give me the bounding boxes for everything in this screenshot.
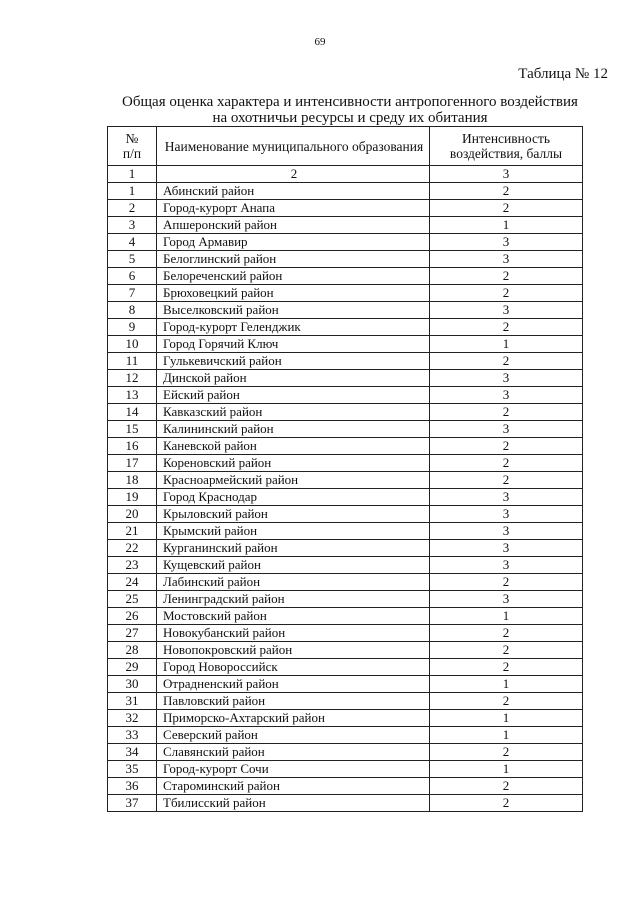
- row-number: 23: [108, 557, 157, 574]
- impact-score: 3: [430, 506, 583, 523]
- municipality-name: Курганинский район: [157, 540, 430, 557]
- table-row: [108, 744, 583, 761]
- table-row: [108, 421, 583, 438]
- municipality-name: Ленинградский район: [157, 591, 430, 608]
- municipality-name: Белореченский район: [157, 268, 430, 285]
- table-row: [108, 523, 583, 540]
- municipality-name: Северский район: [157, 727, 430, 744]
- row-number: 27: [108, 625, 157, 642]
- row-number: 22: [108, 540, 157, 557]
- impact-score: 2: [430, 319, 583, 336]
- row-number: 10: [108, 336, 157, 353]
- municipality-name: Город-курорт Геленджик: [157, 319, 430, 336]
- table-row: [108, 353, 583, 370]
- municipality-name: Новокубанский район: [157, 625, 430, 642]
- impact-score: 1: [430, 608, 583, 625]
- row-number: 31: [108, 693, 157, 710]
- impact-score: 3: [430, 251, 583, 268]
- title-line-1: Общая оценка характера и интенсивности антропогенного воздействия: [122, 94, 578, 110]
- row-number: 9: [108, 319, 157, 336]
- municipality-name: Город-курорт Сочи: [157, 761, 430, 778]
- table-row: [108, 217, 583, 234]
- row-number: 1: [108, 183, 157, 200]
- header-num-line-1: №: [125, 131, 139, 146]
- municipality-name: Кореновский район: [157, 455, 430, 472]
- row-number: 36: [108, 778, 157, 795]
- table-row: [108, 438, 583, 455]
- municipality-name: Город-курорт Анапа: [157, 200, 430, 217]
- impact-score: 2: [430, 642, 583, 659]
- row-number: 6: [108, 268, 157, 285]
- impact-score: 2: [430, 778, 583, 795]
- municipality-name: Апшеронский район: [157, 217, 430, 234]
- row-number: 35: [108, 761, 157, 778]
- impact-score: 2: [430, 183, 583, 200]
- row-number: 30: [108, 676, 157, 693]
- index-cell-num: 1: [108, 166, 157, 183]
- municipality-name: Калининский район: [157, 421, 430, 438]
- table-row: [108, 370, 583, 387]
- municipality-name: Крыловский район: [157, 506, 430, 523]
- municipality-name: Город Новороссийск: [157, 659, 430, 676]
- row-number: 8: [108, 302, 157, 319]
- row-number: 2: [108, 200, 157, 217]
- impact-score: 3: [430, 540, 583, 557]
- municipality-name: Брюховецкий район: [157, 285, 430, 302]
- row-number: 34: [108, 744, 157, 761]
- row-number: 25: [108, 591, 157, 608]
- municipality-name: Новопокровский район: [157, 642, 430, 659]
- table-label: Таблица № 12: [518, 66, 608, 82]
- header-score: Интенсивность воздействия, баллы: [430, 127, 583, 166]
- impact-score: 2: [430, 200, 583, 217]
- impact-score: 3: [430, 234, 583, 251]
- table-row: [108, 268, 583, 285]
- impact-score: 2: [430, 353, 583, 370]
- municipality-name: Павловский район: [157, 693, 430, 710]
- impact-score: 1: [430, 710, 583, 727]
- row-number: 24: [108, 574, 157, 591]
- index-cell-score: 3: [430, 166, 583, 183]
- table-row: [108, 200, 583, 217]
- header-num-line-2: п/п: [122, 146, 142, 161]
- impact-score: 3: [430, 523, 583, 540]
- table-row: [108, 761, 583, 778]
- table-row: [108, 727, 583, 744]
- impact-score: 2: [430, 268, 583, 285]
- row-number: 32: [108, 710, 157, 727]
- row-number: 26: [108, 608, 157, 625]
- table-row: [108, 710, 583, 727]
- row-number: 37: [108, 795, 157, 812]
- table-row: [108, 608, 583, 625]
- impact-score: 3: [430, 489, 583, 506]
- impact-score: 2: [430, 472, 583, 489]
- impact-score: 1: [430, 761, 583, 778]
- municipality-name: Динской район: [157, 370, 430, 387]
- municipality-name: Кавказский район: [157, 404, 430, 421]
- impact-score: 2: [430, 795, 583, 812]
- impact-score: 2: [430, 625, 583, 642]
- table-row: [108, 234, 583, 251]
- municipality-name: Тбилисский район: [157, 795, 430, 812]
- impact-score: 1: [430, 217, 583, 234]
- municipality-name: Гулькевичский район: [157, 353, 430, 370]
- row-number: 7: [108, 285, 157, 302]
- row-number: 4: [108, 234, 157, 251]
- impact-score: 3: [430, 387, 583, 404]
- impact-score: 2: [430, 574, 583, 591]
- column-index-row: [108, 166, 583, 183]
- municipality-name: Каневской район: [157, 438, 430, 455]
- impact-table: [107, 126, 583, 812]
- table-row: [108, 183, 583, 200]
- table-row: [108, 676, 583, 693]
- table-row: [108, 625, 583, 642]
- municipality-name: Мостовский район: [157, 608, 430, 625]
- table-row: [108, 302, 583, 319]
- impact-score: 3: [430, 370, 583, 387]
- row-number: 3: [108, 217, 157, 234]
- row-number: 16: [108, 438, 157, 455]
- table-row: [108, 336, 583, 353]
- table-row: [108, 455, 583, 472]
- title-line-2: на охотничьи ресурсы и среду их обитания: [212, 110, 488, 126]
- table-row: [108, 285, 583, 302]
- row-number: 13: [108, 387, 157, 404]
- row-number: 19: [108, 489, 157, 506]
- municipality-name: Приморско-Ахтарский район: [157, 710, 430, 727]
- municipality-name: Белоглинский район: [157, 251, 430, 268]
- header-num: [108, 127, 157, 166]
- table-row: [108, 319, 583, 336]
- impact-score: 3: [430, 557, 583, 574]
- table-row: [108, 659, 583, 676]
- impact-score: 2: [430, 659, 583, 676]
- municipality-name: Абинский район: [157, 183, 430, 200]
- table-row: [108, 574, 583, 591]
- index-cell-name: 2: [157, 166, 430, 183]
- page-number: 69: [314, 36, 326, 48]
- row-number: 17: [108, 455, 157, 472]
- table-row: [108, 387, 583, 404]
- row-number: 33: [108, 727, 157, 744]
- impact-score: 2: [430, 455, 583, 472]
- row-number: 21: [108, 523, 157, 540]
- table-row: [108, 540, 583, 557]
- municipality-name: Славянский район: [157, 744, 430, 761]
- table-row: [108, 795, 583, 812]
- table-row: [108, 404, 583, 421]
- impact-score: 2: [430, 438, 583, 455]
- table-row: [108, 591, 583, 608]
- table-row: [108, 778, 583, 795]
- impact-score: 2: [430, 404, 583, 421]
- impact-score: 2: [430, 693, 583, 710]
- row-number: 11: [108, 353, 157, 370]
- row-number: 14: [108, 404, 157, 421]
- municipality-name: Крымский район: [157, 523, 430, 540]
- municipality-name: Лабинский район: [157, 574, 430, 591]
- municipality-name: Красноармейский район: [157, 472, 430, 489]
- table-row: [108, 693, 583, 710]
- row-number: 12: [108, 370, 157, 387]
- municipality-name: Город Краснодар: [157, 489, 430, 506]
- impact-score: 3: [430, 421, 583, 438]
- municipality-name: Город Армавир: [157, 234, 430, 251]
- row-number: 15: [108, 421, 157, 438]
- impact-score: 3: [430, 591, 583, 608]
- impact-score: 2: [430, 744, 583, 761]
- document-title: [100, 94, 600, 126]
- header-name: Наименование муниципального образования: [157, 127, 430, 166]
- impact-score: 3: [430, 302, 583, 319]
- row-number: 18: [108, 472, 157, 489]
- table-row: [108, 642, 583, 659]
- municipality-name: Ейский район: [157, 387, 430, 404]
- table-row: [108, 506, 583, 523]
- impact-score: 1: [430, 727, 583, 744]
- municipality-name: Город Горячий Ключ: [157, 336, 430, 353]
- row-number: 20: [108, 506, 157, 523]
- row-number: 29: [108, 659, 157, 676]
- table-row: [108, 251, 583, 268]
- impact-score: 2: [430, 285, 583, 302]
- table-body: [108, 166, 583, 812]
- header-row: [108, 127, 583, 166]
- table-row: [108, 557, 583, 574]
- municipality-name: Выселковский район: [157, 302, 430, 319]
- row-number: 5: [108, 251, 157, 268]
- municipality-name: Староминский район: [157, 778, 430, 795]
- table-row: [108, 472, 583, 489]
- municipality-name: Отрадненский район: [157, 676, 430, 693]
- table-row: [108, 489, 583, 506]
- impact-score: 1: [430, 336, 583, 353]
- impact-score: 1: [430, 676, 583, 693]
- municipality-name: Кущевский район: [157, 557, 430, 574]
- row-number: 28: [108, 642, 157, 659]
